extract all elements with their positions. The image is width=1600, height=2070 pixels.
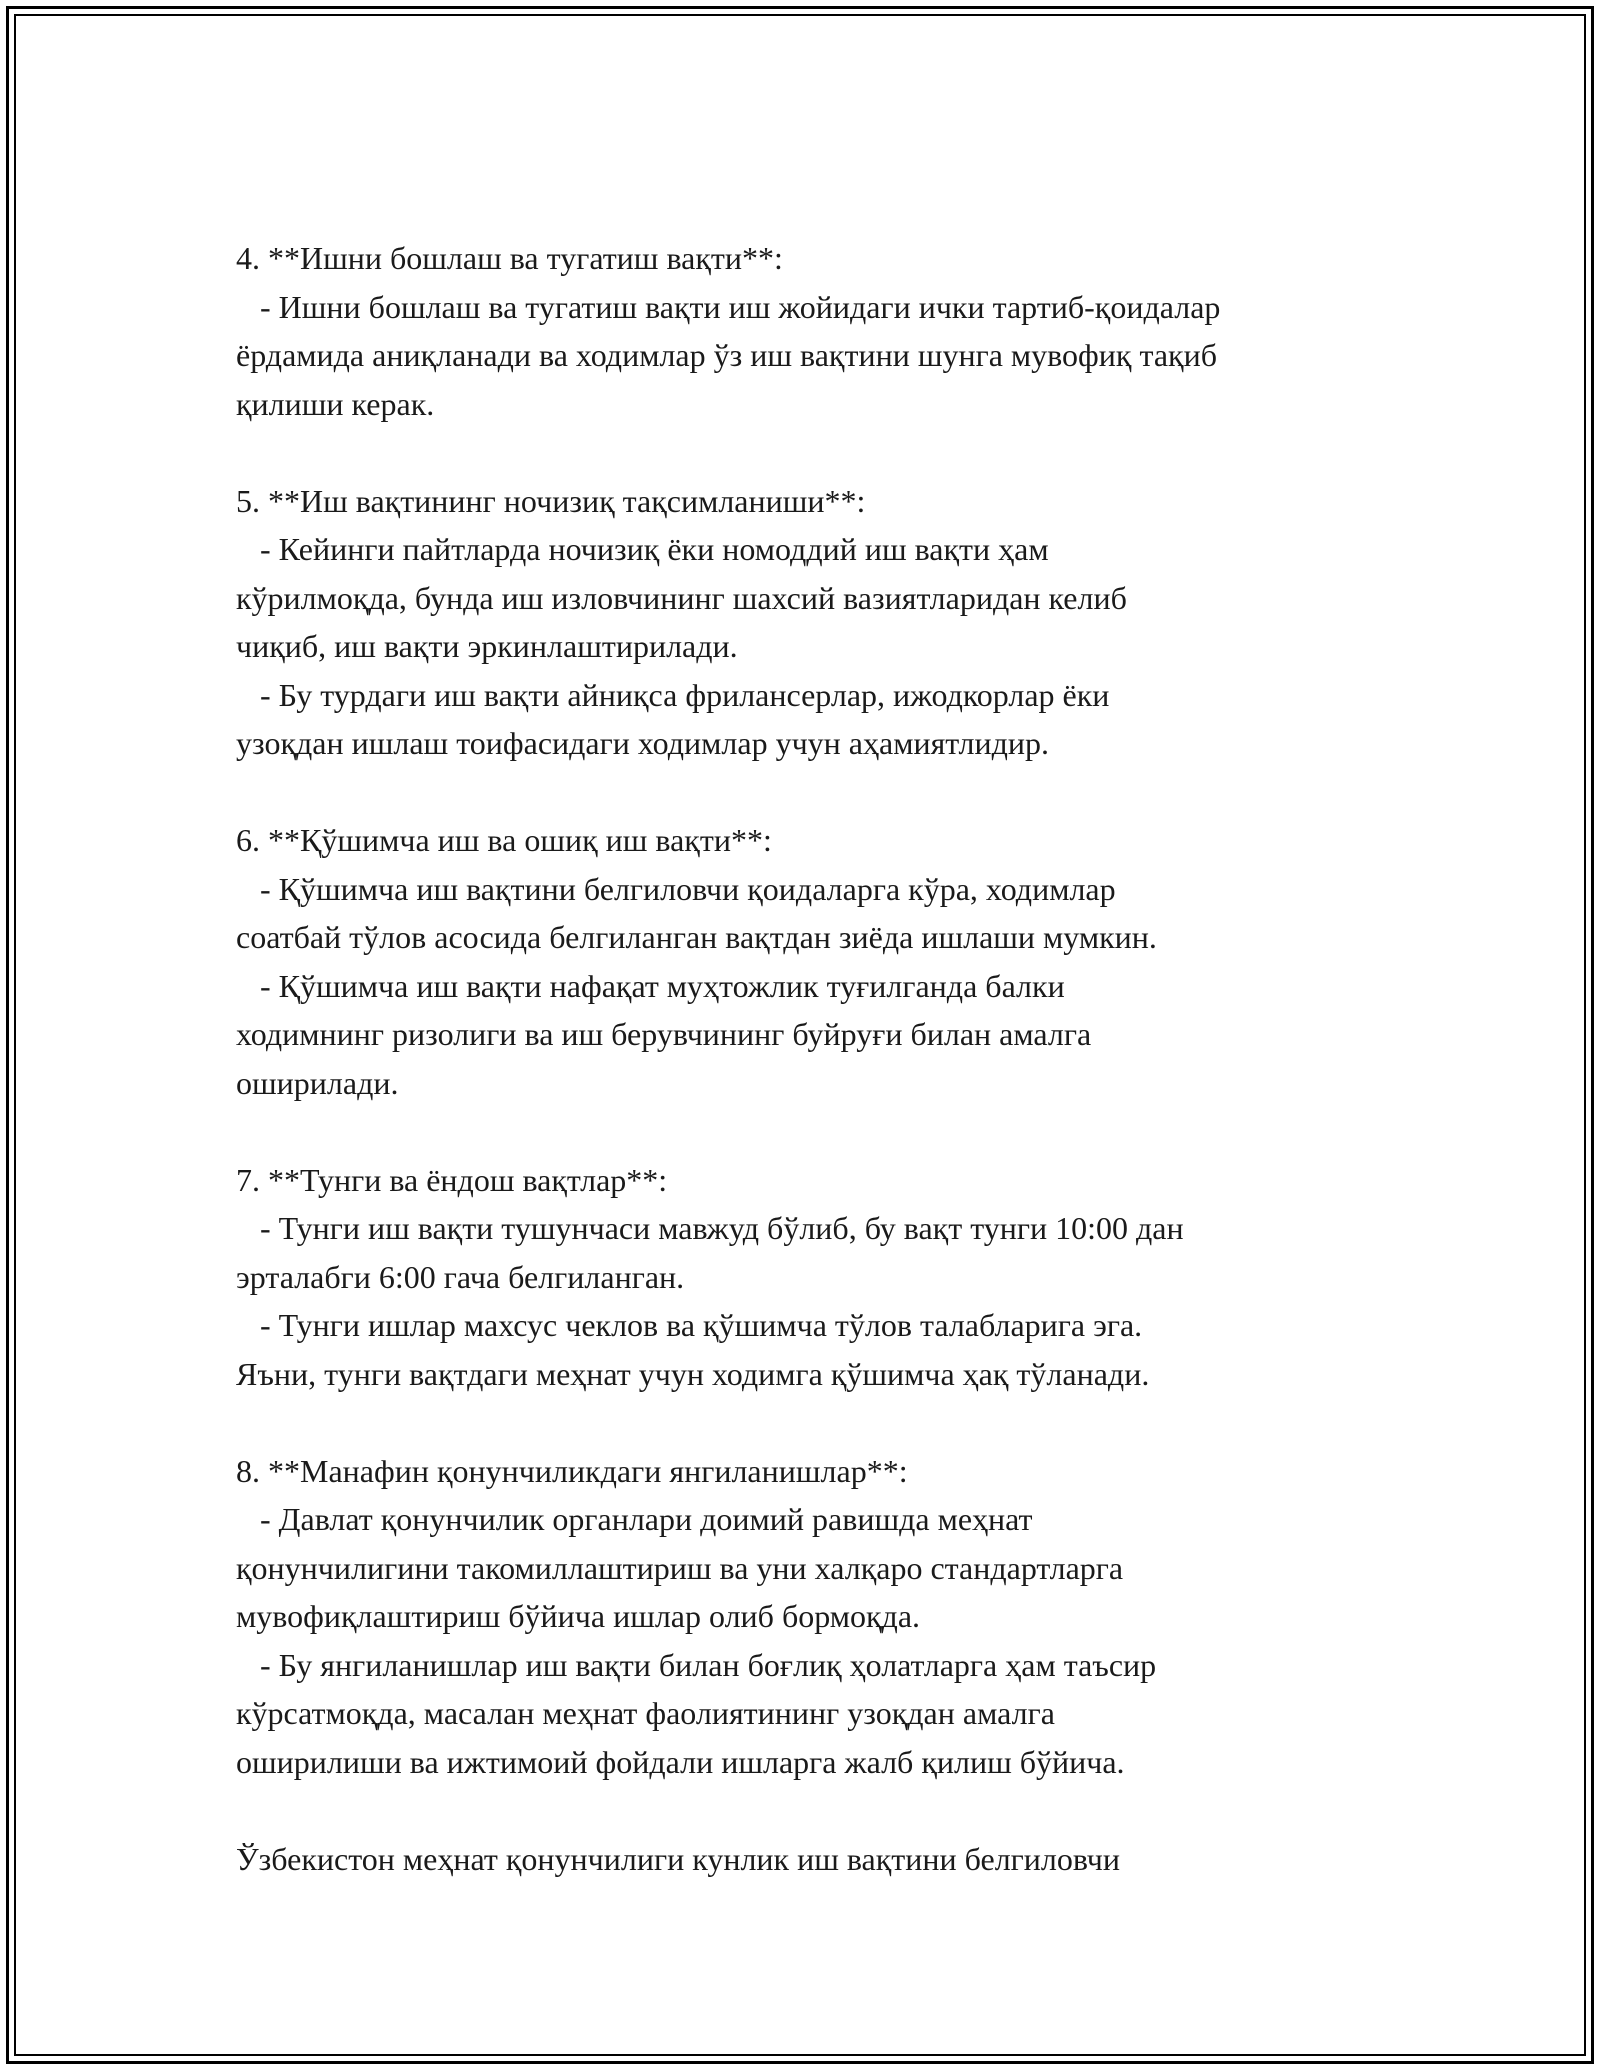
section-7 <box>236 1156 1386 1399</box>
text-line: соатбай тўлов асосида белгиланган вақтдан зиёда ишлаши мумкин. <box>236 919 1157 955</box>
text-line: Яъни, тунги вақтдаги меҳнат учун ходимга қўшимча ҳақ тўланади. <box>236 1355 1150 1392</box>
document-body <box>236 234 1386 1883</box>
paragraph-spacer <box>236 1398 1386 1447</box>
paragraph-spacer <box>236 1786 1386 1835</box>
text-line: Ўзбекистон меҳнат қонунчилиги кунлик иш вақтини белгиловчи <box>236 1840 1120 1877</box>
text-line: кўрсатмоқда, масалан меҳнат фаолиятининг узоқдан амалга <box>236 1695 1055 1731</box>
text-line: - Қўшимча иш вақтини белгиловчи қоидаларга кўра, ходимлар <box>236 870 1116 907</box>
section-6 <box>236 816 1386 1107</box>
section-heading: 7. **Тунги ва ёндош вақтлар**: <box>236 1161 668 1198</box>
paragraph-spacer <box>236 768 1386 817</box>
text-line: - Тунги иш вақти тушунчаси мавжуд бўлиб, бу вақт тунги 10:00 дан <box>236 1210 1184 1246</box>
paragraph-spacer <box>236 1107 1386 1156</box>
section-heading: 5. **Иш вақтининг ночизиқ тақсимланиши**: <box>236 482 866 519</box>
section-heading: 6. **Қўшимча иш ва ошиқ иш вақти**: <box>236 822 772 858</box>
text-line: ёрдамида аниқланади ва ходимлар ўз иш вақтини шунга мувофиқ тақиб <box>236 337 1217 373</box>
section-8 <box>236 1447 1386 1787</box>
text-line: эрталабги 6:00 гача белгиланган. <box>236 1258 685 1295</box>
text-line: - Бу турдаги иш вақти айниқса фрилансерлар, ижодкорлар ёки <box>236 676 1110 713</box>
paragraph-spacer <box>236 428 1386 477</box>
text-line: оширилиши ва ижтимоий фойдали ишларга жалб қилиш бўйича. <box>236 1743 1125 1780</box>
text-line: узоқдан ишлаш тоифасидаги ходимлар учун аҳамиятлидир. <box>236 725 1049 761</box>
text-line: - Бу янгиланишлар иш вақти билан боғлиқ ҳолатларга ҳам таъсир <box>236 1646 1157 1683</box>
text-line: қилиши керак. <box>236 385 435 422</box>
text-line: қонунчилигини такомиллаштириш ва уни халқаро стандартларга <box>236 1549 1124 1586</box>
section-4 <box>236 234 1386 428</box>
text-line: - Тунги ишлар махсус чеклов ва қўшимча тўлов талабларига эга. <box>236 1307 1143 1343</box>
section-heading: 8. **Манафин қонунчиликдаги янгиланишлар**: <box>236 1452 908 1489</box>
text-line: - Давлат қонунчилик органлари доимий равишда меҳнат <box>236 1501 1033 1537</box>
text-line: оширилади. <box>236 1064 399 1101</box>
text-line: мувофиқлаштириш бўйича ишлар олиб бормоқда. <box>236 1598 921 1634</box>
section-5 <box>236 477 1386 768</box>
text-line: чиқиб, иш вақти эркинлаштирилади. <box>236 628 738 664</box>
section-heading: 4. **Ишни бошлаш ва тугатиш вақти**: <box>236 240 783 276</box>
text-line: кўрилмоқда, бунда иш изловчининг шахсий вазиятларидан келиб <box>236 579 1127 616</box>
text-line: - Кейинги пайтларда ночизиқ ёки номоддий иш вақти ҳам <box>236 531 1049 567</box>
text-line: ходимнинг ризолиги ва иш берувчининг буйруғи билан амалга <box>236 1016 1092 1052</box>
text-line: - Қўшимча иш вақти нафақат муҳтожлик туғилганда балки <box>236 967 1065 1004</box>
closing-paragraph <box>236 1835 1386 1884</box>
text-line: - Ишни бошлаш ва тугатиш вақти иш жойидаги ички тартиб-қоидалар <box>236 288 1221 325</box>
